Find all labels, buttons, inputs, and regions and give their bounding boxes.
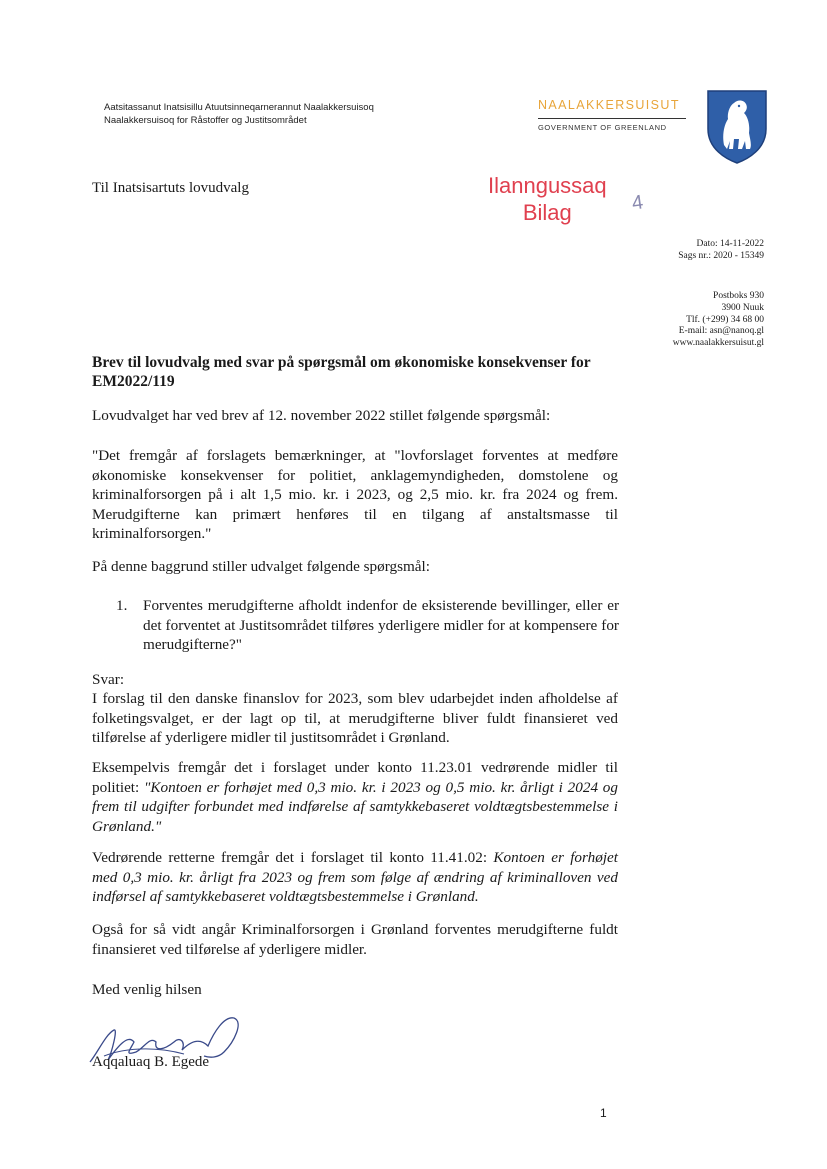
logo-divider [538,118,686,119]
email: E-mail: asn@nanoq.gl [678,326,764,337]
case-number: Sags nr.: 2020 - 15349 [678,250,764,261]
stamp-line-2: Bilag [522,200,572,225]
logo-name: NAALAKKERSUISUT [538,98,680,112]
court-budget-intro: Vedrørende retterne fremgår det i forslaget til konto 11.41.02: [92,849,494,866]
website: www.naalakkersuisut.gl [672,338,764,349]
date: Dato: 14-11-2022 [696,239,764,249]
date-block [678,239,764,263]
received-stamp [488,172,607,226]
stamp-line-1: Ilanngussaq [488,173,607,198]
paragraph-police-budget [92,758,618,836]
question-text: Forventes merudgifterne afholdt indenfor de eksisterende bevillinger, eller er det forventet at Justitsområdet tilføres yderligere midler for at kompensere for merudgifterne?" [143,597,619,654]
answer-label: Svar: [92,671,125,688]
police-budget-quote: "Kontoen er forhøjet med 0,3 mio. kr. i 2023 og 0,5 mio. kr. årligt i 2024 og frem til udgifter forbundet med indførelse af samtykkebaseret voldtægtsbestemmelse i Grønland." [92,778,618,835]
page-number: 1 [600,1106,607,1120]
sender-line-1: Aatsitassanut Inatsisillu Atuutsinneqarnerannut Naalakkersuisoq [104,102,374,113]
question-number: 1. [116,597,128,614]
city: 3900 Nuuk [721,302,764,313]
stamp-handwritten-number: 4 [630,191,645,215]
paragraph-quote: "Det fremgår af forslagets bemærkninger, at "lovforslaget forventes at medføre økonomiske konsekvenser for politiet, anklagemyndigheden, domstolene og kriminalforsorgen på i alt 1,5 mio. kr. i 2023, og 2,5 mio. kr. fra 2024 og frem. Merudgifterne kan primært henføres til en tilgang af anstaltsmasse til kriminalforsorgen." [92,447,618,543]
court-budget-quote: Kontoen er forhøjet med 0,3 mio. kr. årligt fra 2023 og frem som følge af ændring af kriminalloven ved indførsel af samtykkebaseret voldtægtsbestemmelse i Grønland. [92,849,619,906]
recipient: Til Inatsisartuts lovudvalg [92,180,249,196]
sender-line-2: Naalakkersuisoq for Råstoffer og Justitsområdet [104,115,307,126]
sender-block [104,101,374,127]
paragraph-court-budget [92,848,618,907]
police-budget-intro: Eksempelvis fremgår det i forslaget under konto 11.23.01 vedrørende midler til politiet: [92,759,618,796]
signatory-name: Aqqaluaq B. Egede [92,1054,210,1070]
logo-subtitle: GOVERNMENT OF GREENLAND [538,123,667,132]
paragraph-question-intro: På denne baggrund stiller udvalget følgende spørgsmål: [92,558,430,575]
answer-text: I forslag til den danske finanslov for 2023, som blev udarbejdet inden afholdelse af folketingsvalget, er der lagt op til, at merudgifterne bliver fuldt finansieret ved tilførelse af yderligere midler til justitsområdet i Grønland. [92,690,618,747]
government-logo [538,98,688,132]
coat-of-arms-icon [706,89,768,165]
paragraph-corrections: Også for så vidt angår Kriminalforsorgen i Grønland forventes merudgifterne fuldt finansieret ved tilførelse af yderligere midler. [92,921,618,958]
address-block [673,291,764,350]
paragraph-intro: Lovudvalget har ved brev af 12. november 2022 stillet følgende spørgsmål: [92,407,551,424]
letter-title: Brev til lovudvalg med svar på spørgsmål om økonomiske konsekvenser for EM2022/119 [92,354,591,390]
closing: Med venlig hilsen [92,981,202,998]
postbox: Postboks 930 [713,291,764,301]
phone: Tlf. (+299) 34 68 00 [686,314,764,325]
